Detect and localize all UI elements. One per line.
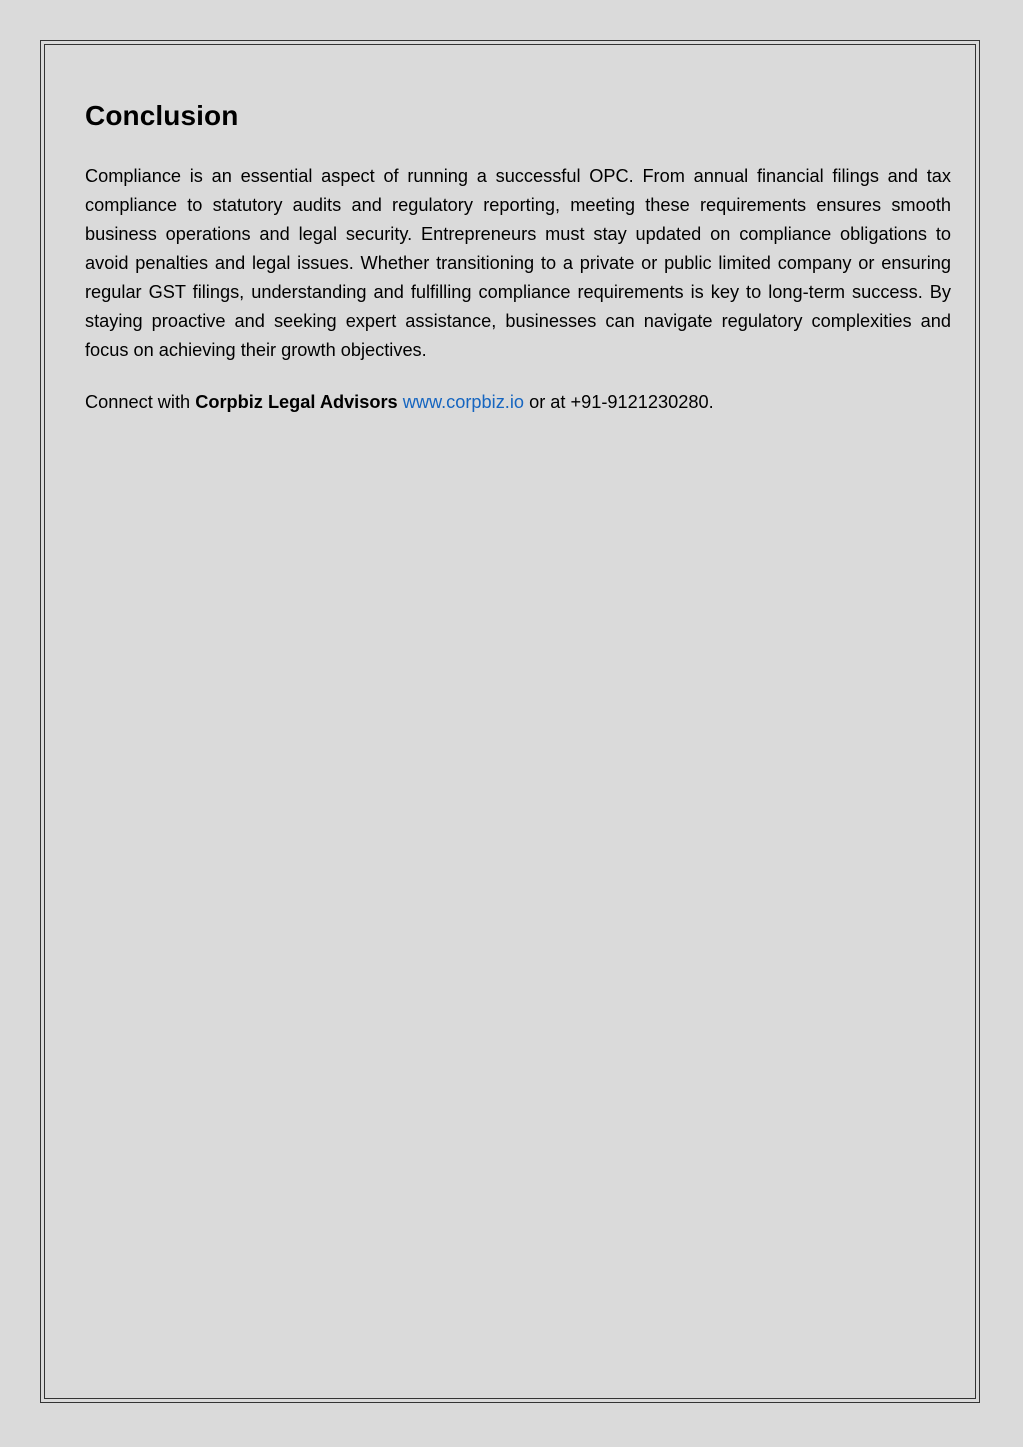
contact-line <box>85 388 951 417</box>
website-link[interactable]: www.corpbiz.io <box>402 392 525 412</box>
company-name: Corpbiz Legal Advisors <box>195 392 398 412</box>
section-title: Conclusion <box>85 100 239 131</box>
conclusion-paragraph: Compliance is an essential aspect of running a successful OPC. From annual financial filings and tax compliance to statutory audits and regulatory reporting, meeting these requirements ensures smooth business operations and legal security. Entrepreneurs must stay updated on compliance obligations to avoid penalties and legal issues. Whether transitioning to a private or public limited company or ensuring regular GST filings, understanding and fulfilling compliance requirements is key to long-term success. By staying proactive and seeking expert assistance, businesses can navigate regulatory complexities and focus on achieving their growth objectives. <box>85 166 951 360</box>
document-content <box>85 96 951 417</box>
phone-text: or at +91-9121230280. <box>529 392 714 412</box>
connect-prefix: Connect with <box>85 392 191 412</box>
